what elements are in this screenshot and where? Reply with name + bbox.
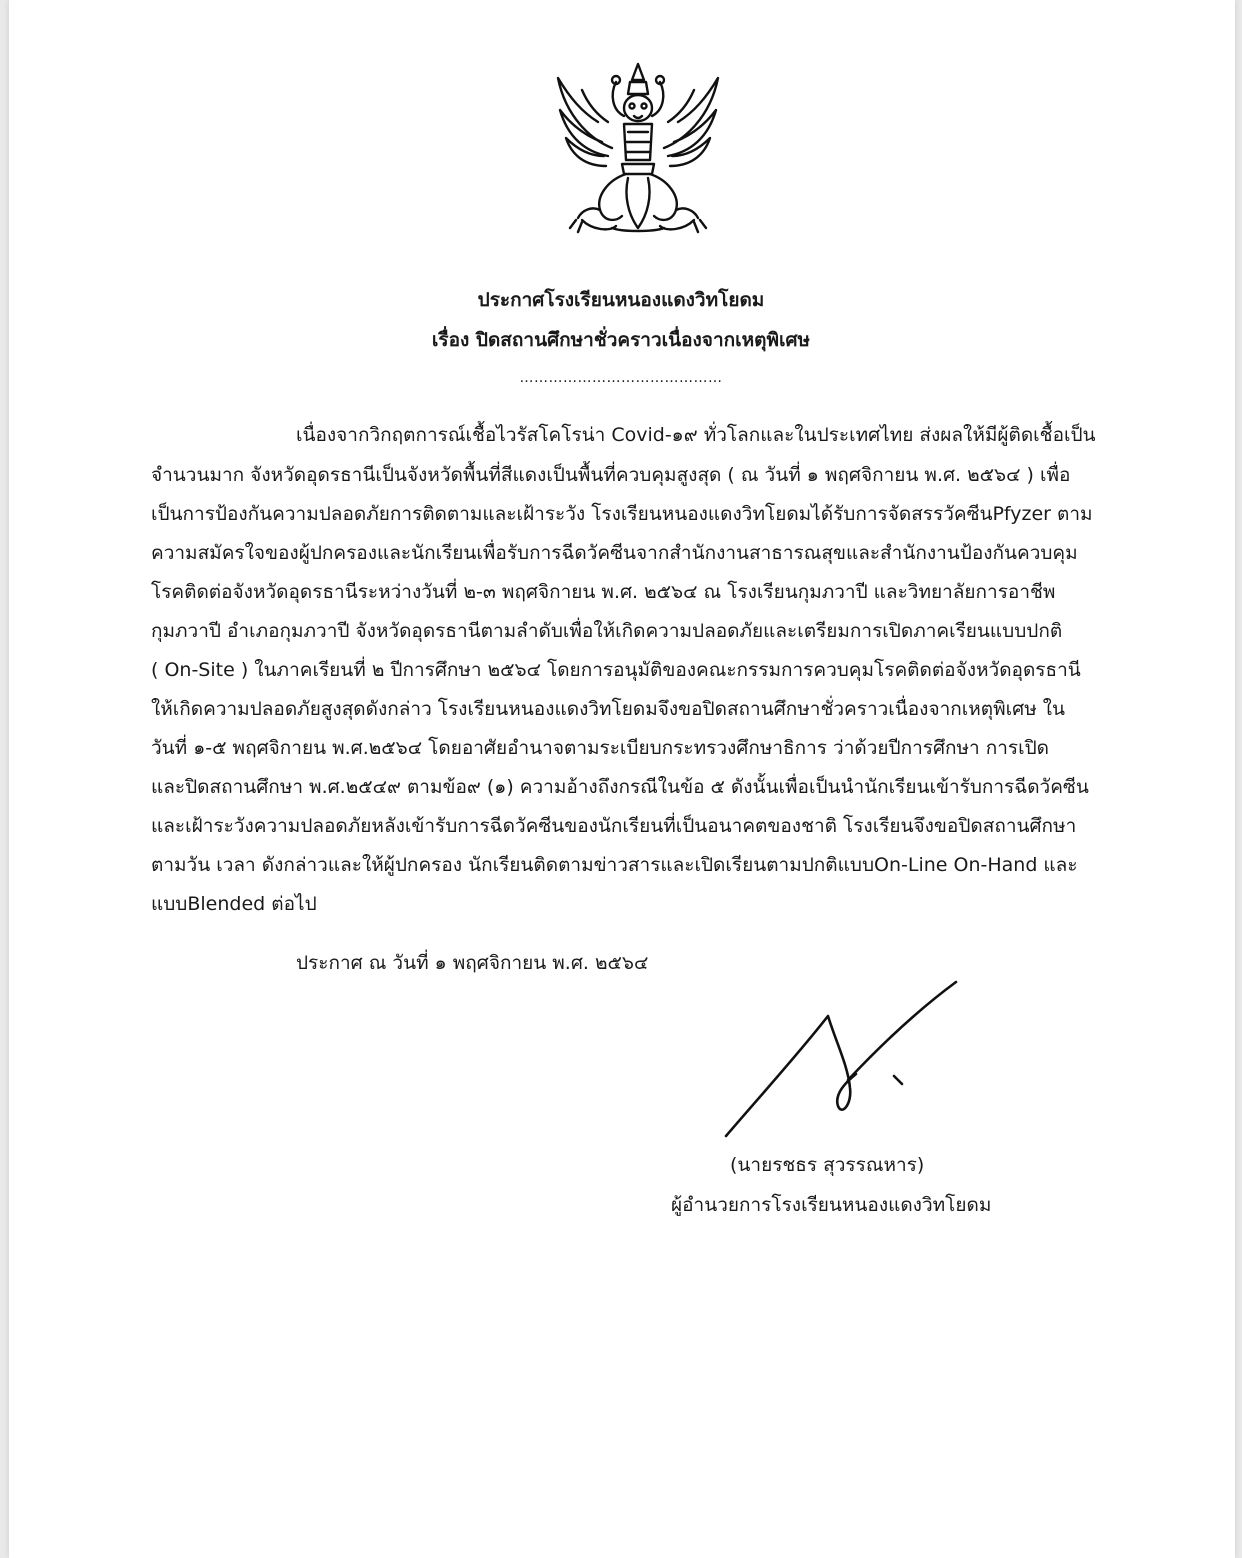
body-line-3: เป็นการป้องกันความปลอดภัยการติดตามและเฝ้าระวัง โรงเรียนหนองแดงวิทโยดมได้รับการจัดสรรวัคซีนPfyzer ตาม xyxy=(151,503,1093,525)
body-line-12: ตามวัน เวลา ดังกล่าวและให้ผู้ปกครอง นักเรียนติดตามข่าวสารและเปิดเรียนตามปกติแบบOn-Line On-Hand และ xyxy=(151,854,1078,876)
signer-position: ผู้อำนวยการโรงเรียนหนองแดงวิทโยดม xyxy=(671,1194,992,1216)
body-line-13: แบบBlended ต่อไป xyxy=(151,893,317,915)
body-line-10: และปิดสถานศึกษา พ.ศ.๒๕๔๙ ตามข้อ๙ (๑) ความอ้างถึงกรณีในข้อ ๕ ดังนั้นเพื่อเป็นนำนักเรียนเข้ารับการฉีดวัคซีน xyxy=(151,776,1089,798)
body-line-9: วันที่ ๑-๕ พฤศจิกายน พ.ศ.๒๕๖๔ โดยอาศัยอำนาจตามระเบียบกระทรวงศึกษาธิการ ว่าด้วยปีการศึกษา การเปิด xyxy=(151,737,1050,759)
announcement-title: ประกาศโรงเรียนหนองแดงวิทโยดม xyxy=(477,289,765,311)
separator-dots: …………………………………… xyxy=(519,370,723,386)
body-line-6: กุมภวาปี อำเภอกุมภวาปี จังหวัดอุดรธานีตามลำดับเพื่อให้เกิดความปลอดภัยและเตรียมการเปิดภาคเรียนแบบปกติ xyxy=(151,620,1063,642)
signer-name: (นายรชธร สุวรรณหาร) xyxy=(730,1154,925,1176)
body-line-7: ( On-Site ) ในภาคเรียนที่ ๒ ปีการศึกษา ๒๕๖๔ โดยการอนุมัติของคณะกรรมการควบคุมโรคติดต่อจังหวัดอุดรธานี xyxy=(151,659,1081,681)
body-line-1: เนื่องจากวิกฤตการณ์เชื้อไวรัสโคโรน่า Covid-๑๙ ทั่วโลกและในประเทศไทย ส่งผลให้มีผู้ติดเชื้อเป็น xyxy=(296,424,1096,446)
announcement-subject: เรื่อง ปิดสถานศึกษาชั่วคราวเนื่องจากเหตุพิเศษ xyxy=(431,329,811,351)
body-line-2: จำนวนมาก จังหวัดอุดรธานีเป็นจังหวัดพื้นที่สีแดงเป็นพื้นที่ควบคุมสูงสุด ( ณ วันที่ ๑ พฤศจิกายน พ.ศ. ๒๕๖๔ ) เพื่อ xyxy=(151,464,1071,486)
body-line-4: ความสมัครใจของผู้ปกครองและนักเรียนเพื่อรับการฉีดวัคซีนจากสำนักงานสาธารณสุขและสำนักงานป้องกันควบคุม xyxy=(151,542,1078,564)
body-line-11: และเฝ้าระวังความปลอดภัยหลังเข้ารับการฉีดวัคซีนของนักเรียนที่เป็นอนาคตของชาติ โรงเรียนจึงขอปิดสถานศึกษา xyxy=(151,815,1077,837)
body-line-5: โรคติดต่อจังหวัดอุดรธานีระหว่างวันที่ ๒-๓ พฤศจิกายน พ.ศ. ๒๕๖๔ ณ โรงเรียนกุมภวาปี และวิทยาลัยการอาชีพ xyxy=(151,581,1056,603)
body-line-8: ให้เกิดความปลอดภัยสูงสุดดังกล่าว โรงเรียนหนองแดงวิทโยดมจึงขอปิดสถานศึกษาชั่วคราวเนื่องจากเหตุพิเศษ ใน xyxy=(151,698,1066,720)
handwritten-signature xyxy=(722,976,962,1141)
announcement-date: ประกาศ ณ วันที่ ๑ พฤศจิกายน พ.ศ. ๒๕๖๔ xyxy=(296,952,649,974)
garuda-emblem-icon xyxy=(552,60,724,240)
